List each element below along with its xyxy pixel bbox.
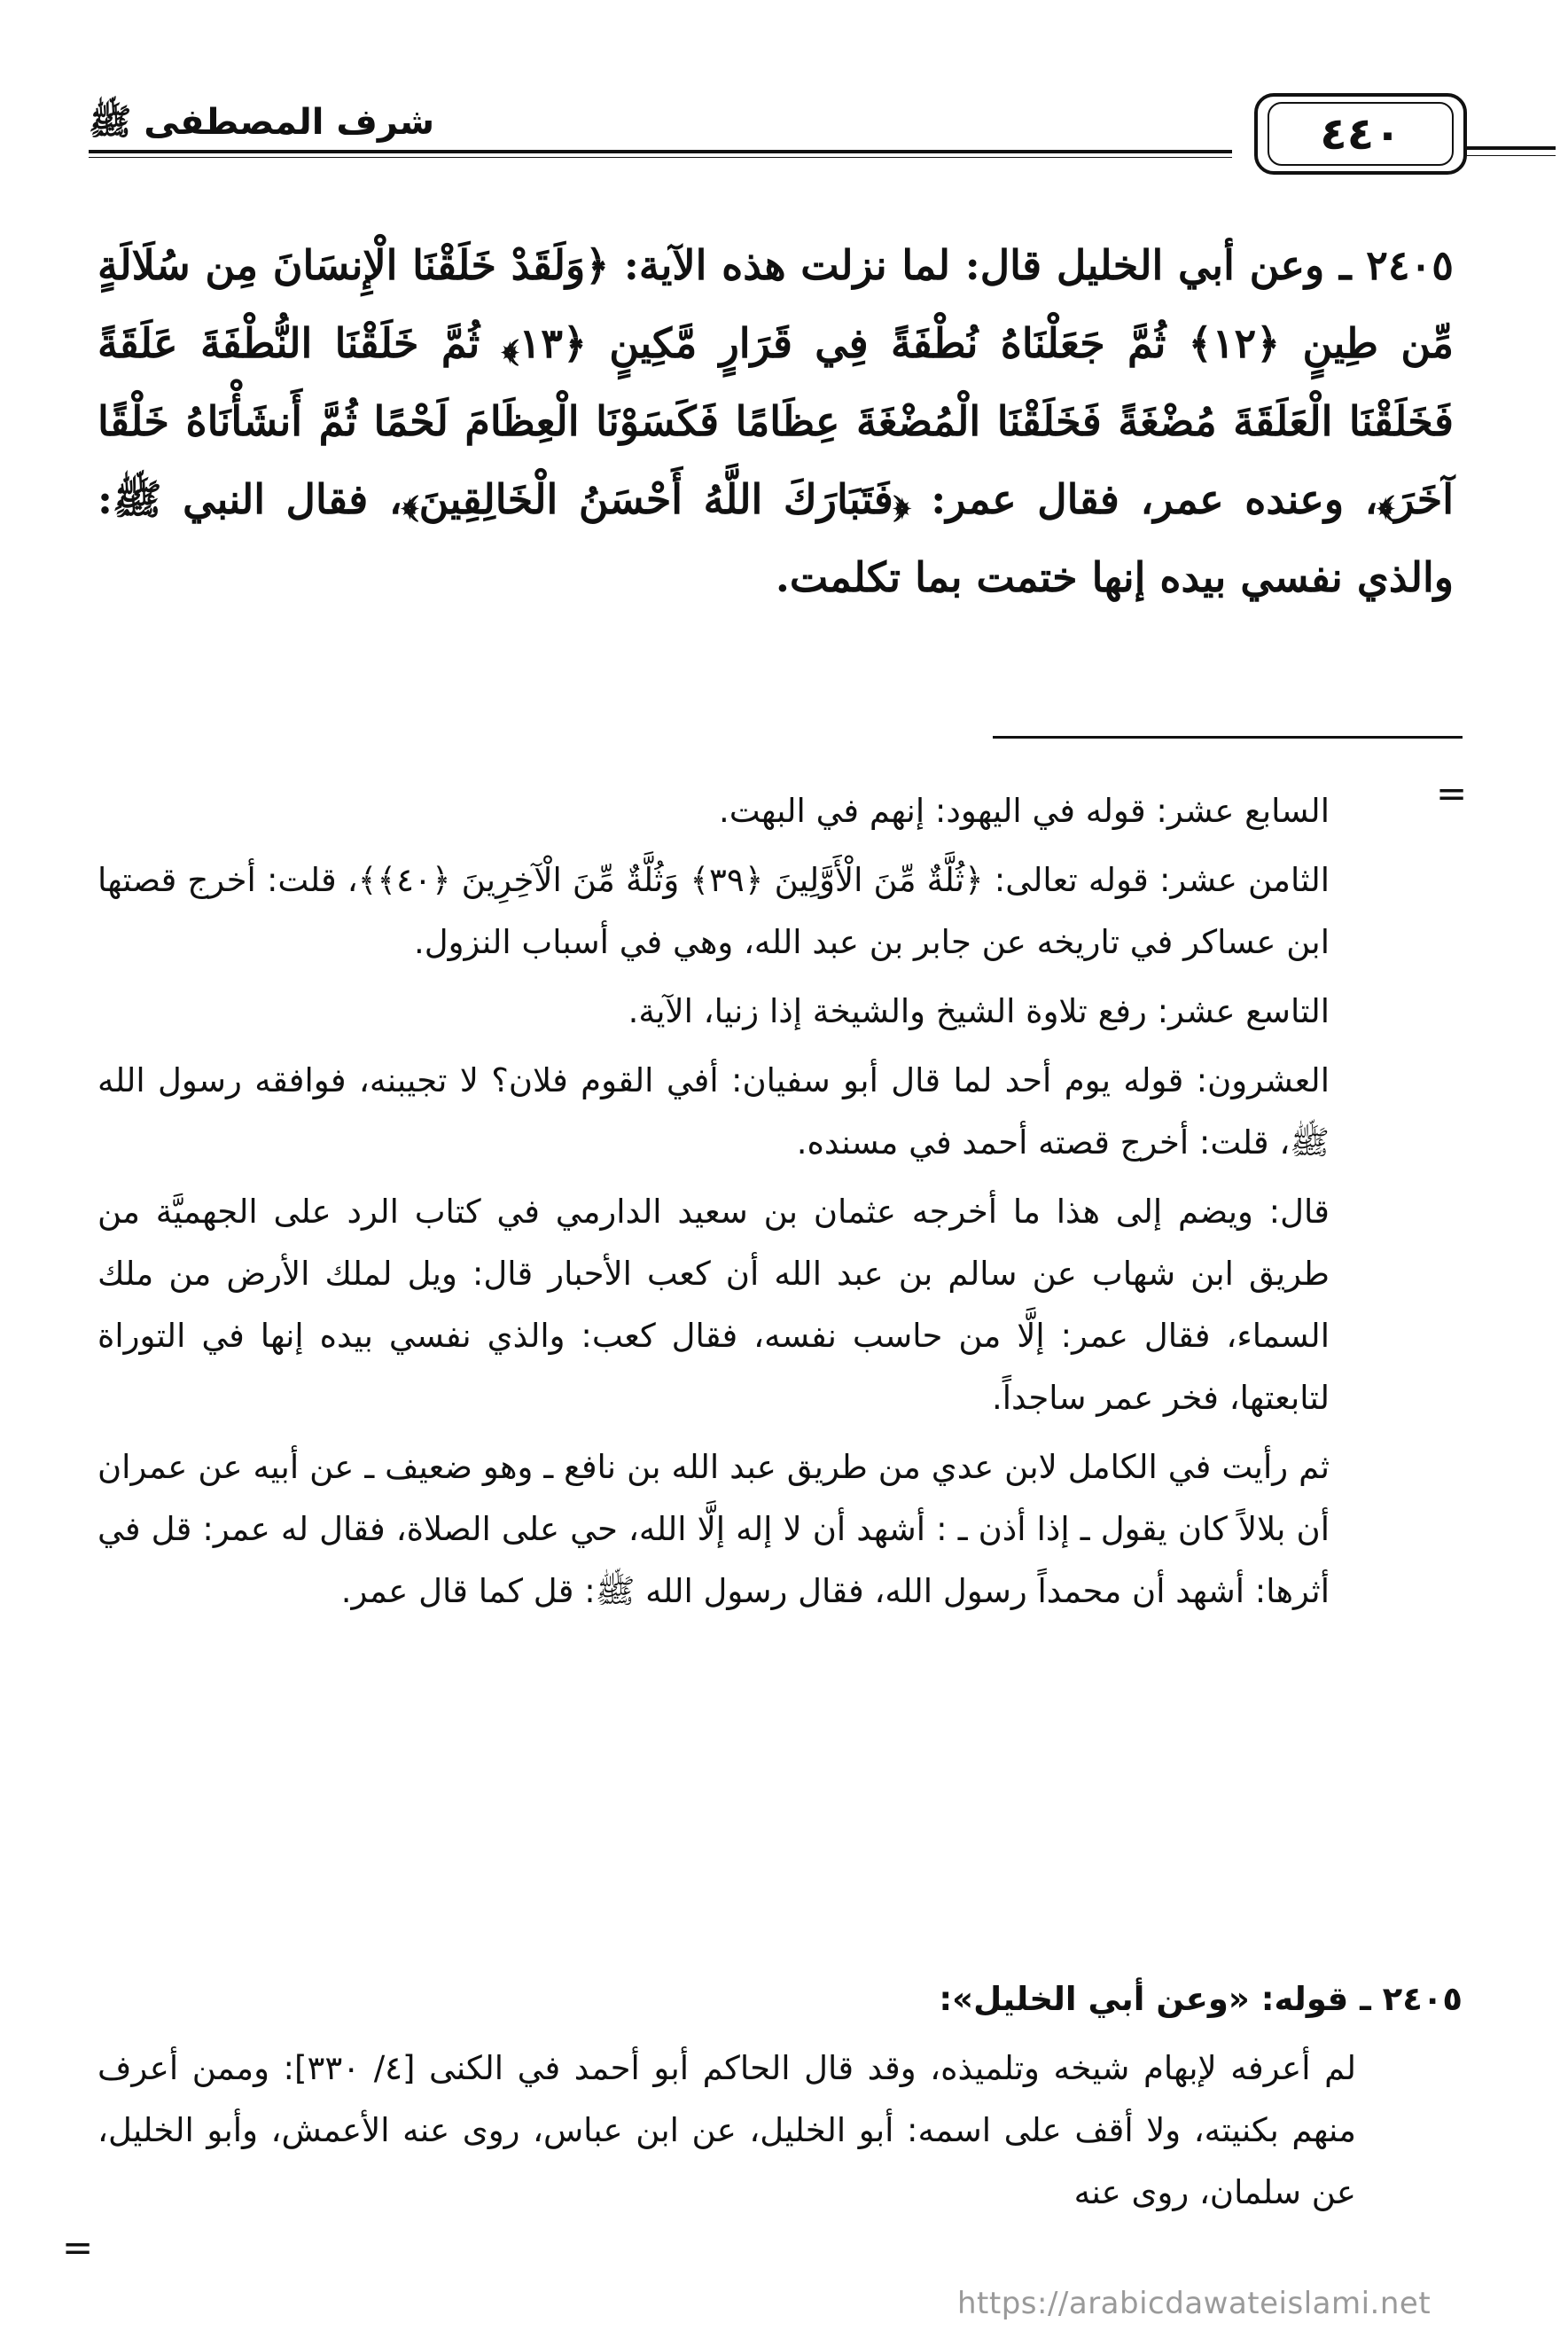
footnote-line: التاسع عشر: رفع تلاوة الشيخ والشيخة إذا زنيا، الآية. [628, 992, 1330, 1030]
main-text [98, 226, 1454, 616]
watermark-url: https://arabicdawateislami.net [957, 2286, 1431, 2321]
header-rule-right-thin [1467, 155, 1556, 156]
running-title: شرف المصطفى ﷺ [89, 102, 435, 143]
footnote-separator [993, 736, 1463, 739]
page-header [89, 93, 1480, 164]
commentary [98, 1968, 1463, 2224]
continuation-mark: = [1436, 771, 1468, 815]
footnote-line: قال: ويضم إلى هذا ما أخرجه عثمان بن سعيد الدارمي في كتاب الرد على الجهميَّة من طريق ابن شهاب عن سالم بن عبد الله أن كعب الأحبار قال: ويل لملك الأرض من ملك السماء، فقال عمر: إلَّا من حاسب نفسه، فقال كعب: والذي نفسي بيده إنها في التوراة لتابعتها، فخر عمر ساجداً. [98, 1193, 1330, 1417]
footnote-line: الثامن عشر: قوله تعالى: ﴿ثُلَّةٌ مِّنَ الْأَوَّلِينَ ﴿٣٩﴾ وَثُلَّةٌ مِّنَ الْآخِرِينَ ﴿٤٠﴾﴾، قلت: أخرج قصتها ابن عساكر في تاريخه عن جابر بن عبد الله، وهي في أسباب النزول. [98, 861, 1330, 961]
footnote-line: السابع عشر: قوله في اليهود: إنهم في البهت. [718, 792, 1330, 830]
footnote-line: العشرون: قوله يوم أحد لما قال أبو سفيان: أفي القوم فلان؟ لا تجيبنه، فوافقه رسول الله ﷺ، قلت: أخرج قصته أحمد في مسنده. [98, 1061, 1330, 1162]
commentary-heading: ٢٤٠٥ ـ قوله: «وعن أبي الخليل»: [939, 1980, 1463, 2018]
hadith-paragraph: ٢٤٠٥ ـ وعن أبي الخليل قال: لما نزلت هذه الآية: ﴿وَلَقَدْ خَلَقْنَا الْإِنسَانَ مِن سُلَالَةٍ مِّن طِينٍ ﴿١٢﴾ ثُمَّ جَعَلْنَاهُ نُطْفَةً فِي قَرَارٍ مَّكِينٍ ﴿١٣﴾ ثُمَّ خَلَقْنَا النُّطْفَةَ عَلَقَةً فَخَلَقْنَا الْعَلَقَةَ مُضْغَةً فَخَلَقْنَا الْمُضْغَةَ عِظَامًا فَكَسَوْنَا الْعِظَامَ لَحْمًا ثُمَّ أَنشَأْنَاهُ خَلْقًا آخَرَ﴾، وعنده عمر، فقال عمر: ﴿فَتَبَارَكَ اللَّهُ أَحْسَنُ الْخَالِقِينَ﴾، فقال النبي ﷺ: والذي نفسي بيده إنها ختمت بما تكلمت. [98, 241, 1455, 601]
commentary-body: لم أعرفه لإبهام شيخه وتلميذه، وقد قال الحاكم أبو أحمد في الكنى [٤/ ٣٣٠]: وممن أعرف منهم بكنيته، ولا أقف على اسمه: أبو الخليل، عن ابن عباس، روى عنه الأعمش، وأبو الخليل، عن سلمان، روى عنه [98, 2049, 1356, 2211]
footnotes [98, 780, 1330, 1630]
header-rule-thin [89, 157, 1232, 158]
page-number: ٤٤٠ [1268, 102, 1454, 166]
continuation-mark-bottom: = [62, 2226, 94, 2269]
header-rule [89, 150, 1232, 153]
page-number-frame [1254, 93, 1467, 175]
footnote-line: ثم رأيت في الكامل لابن عدي من طريق عبد الله بن نافع ـ وهو ضعيف ـ عن أبيه عن عمران أن بلالاً كان يقول ـ إذا أذن ـ : أشهد أن لا إله إلَّا الله، حي على الصلاة، فقال له عمر: قل في أثرها: أشهد أن محمداً رسول الله، فقال رسول الله ﷺ: قل كما قال عمر. [98, 1448, 1330, 1610]
header-rule-right [1467, 146, 1556, 150]
